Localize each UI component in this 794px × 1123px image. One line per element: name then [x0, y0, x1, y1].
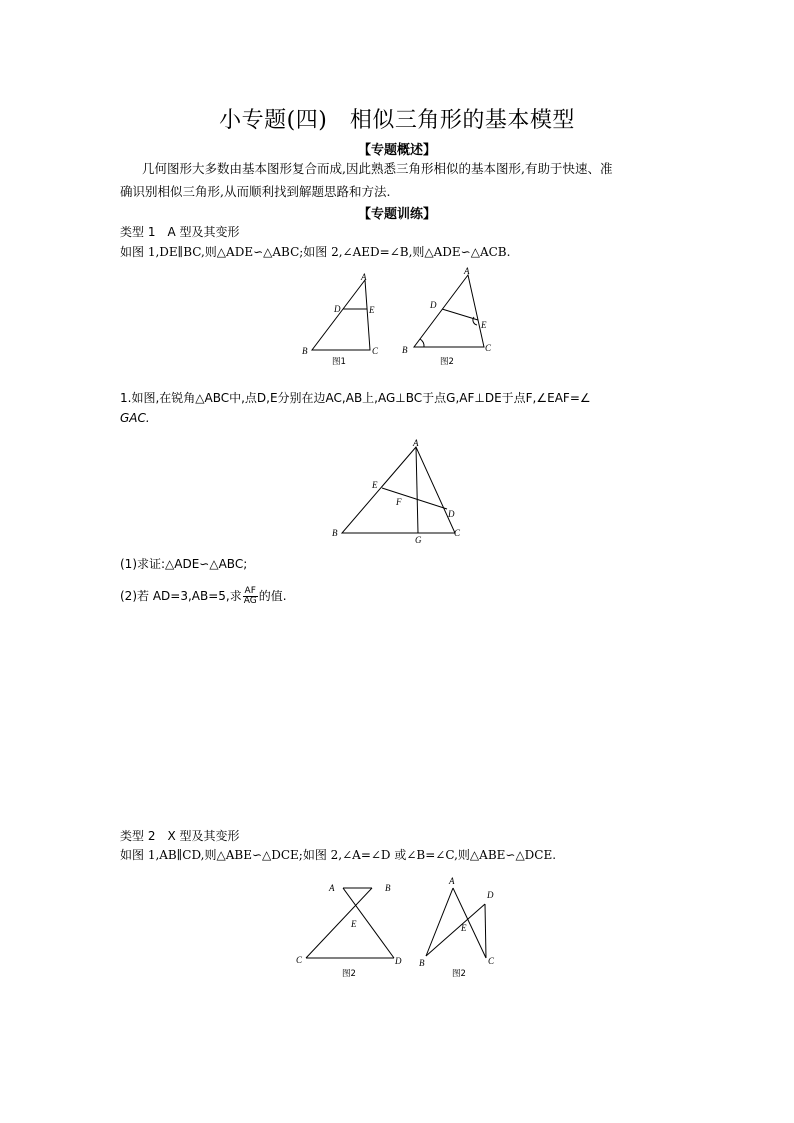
type2-fig1-label-c: C: [296, 955, 303, 965]
q2-fraction-denominator: AG: [243, 596, 257, 606]
type2-fig1-label-e: E: [351, 919, 357, 929]
problem1-label-g: G: [415, 535, 422, 545]
problem1-label-f: F: [396, 497, 402, 507]
type1-figure-1: [312, 280, 370, 350]
q2-fraction-numerator: AF: [244, 586, 256, 596]
type2-fig2-caption: 图2: [452, 969, 466, 979]
problem1-line-2: GAC.: [120, 411, 150, 425]
overview-line-1: 几何图形大多数由基本图形复合而成,因此熟悉三角形相似的基本图形,有助于快速、准: [142, 161, 613, 176]
type1-fig1-caption: 图1: [332, 357, 346, 367]
type1-fig2-caption: 图2: [440, 357, 454, 367]
fig2-label-a: A: [464, 266, 470, 276]
problem1-label-b: B: [332, 528, 338, 538]
page-title: 小专题(四) 相似三角形的基本模型: [219, 108, 575, 133]
problem1-question-2: [120, 584, 287, 608]
type2-fig2-label-a: A: [449, 876, 455, 886]
fig2-label-c: C: [485, 343, 492, 353]
type2-figure-2: [426, 888, 486, 958]
type2-figure-1: [306, 888, 394, 958]
problem1-label-a: A: [413, 438, 419, 448]
q2-prefix: (2)若 AD=3,AB=5,求: [120, 589, 242, 603]
fig2-label-e: E: [481, 320, 487, 330]
q2-suffix: 的值.: [258, 589, 287, 603]
fig1-label-d: D: [334, 304, 341, 314]
q2-fraction: [243, 587, 258, 606]
problem1-label-d: D: [448, 509, 455, 519]
type2-description: 如图 1,AB∥CD,则△ABE∽△DCE;如图 2,∠A=∠D 或∠B=∠C,则△ABE∽△DCE.: [120, 848, 557, 862]
type2-fig1-label-a: A: [329, 883, 335, 893]
type1-heading: 类型 1 A 型及其变形: [120, 225, 240, 239]
fig1-label-a: A: [361, 272, 367, 282]
type2-heading: 类型 2 X 型及其变形: [120, 829, 240, 843]
training-header: 【专题训练】: [357, 207, 436, 222]
type2-figures: [290, 872, 520, 984]
problem1-label-e: E: [372, 480, 378, 490]
type1-description: 如图 1,DE∥BC,则△ADE∽△ABC;如图 2,∠AED=∠B,则△ADE∽△ACB.: [120, 245, 511, 259]
problem1-line-1: 1.如图,在锐角△ABC中,点D,E分别在边AC,AB上,AG⊥BC于点G,AF⊥DE于点F,∠EAF=∠: [120, 391, 591, 405]
problem1-question-1: (1)求证:△ADE∽△ABC;: [120, 557, 248, 571]
fig2-label-d: D: [430, 300, 437, 310]
type2-fig2-label-d: D: [487, 890, 494, 900]
fig1-label-c: C: [372, 346, 379, 356]
type2-fig1-label-b: B: [385, 883, 391, 893]
type2-fig2-label-e: E: [461, 923, 467, 933]
type2-fig2-label-b: B: [419, 958, 425, 968]
type1-figure-2: [414, 275, 484, 347]
type2-fig1-caption: 图2: [342, 969, 356, 979]
fig2-label-b: B: [402, 345, 408, 355]
fig1-label-e: E: [369, 305, 375, 315]
fig1-label-b: B: [302, 346, 308, 356]
type1-figures: [290, 265, 520, 375]
overview-header: 【专题概述】: [357, 143, 436, 158]
type2-fig2-label-c: C: [488, 956, 495, 966]
overview-line-2: 确识别相似三角形,从而顺利找到解题思路和方法.: [120, 184, 391, 199]
problem1-label-c: C: [454, 528, 461, 538]
problem1-figure: [325, 437, 475, 547]
type2-fig1-label-d: D: [395, 956, 402, 966]
